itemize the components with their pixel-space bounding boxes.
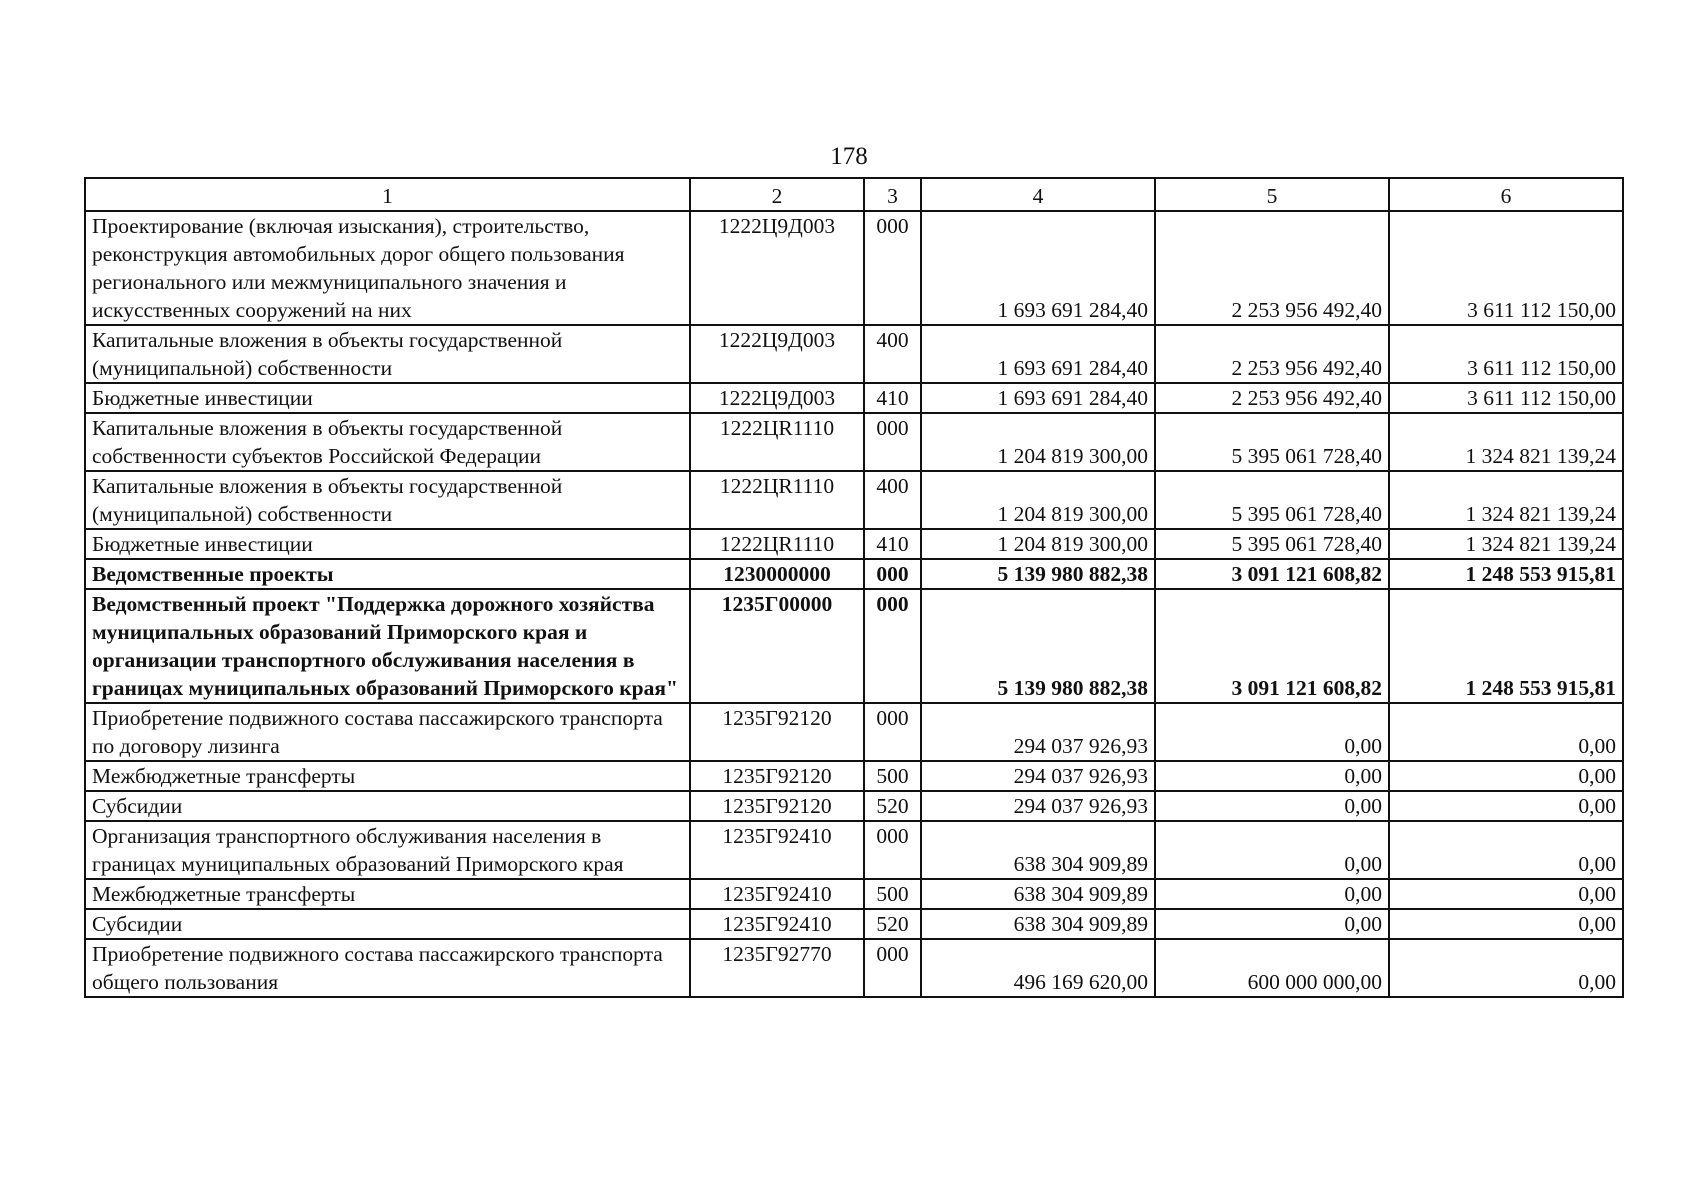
row-value-col4: 1 204 819 300,00 (921, 413, 1155, 471)
table-row (85, 383, 1623, 413)
table-row (85, 879, 1623, 909)
row-kvr-cell: 410 (864, 529, 921, 559)
row-value-col6: 1 324 821 139,24 (1389, 413, 1623, 471)
row-value-col5: 0,00 (1155, 703, 1389, 761)
header-cell: 5 (1155, 178, 1389, 211)
row-kvr-cell: 520 (864, 909, 921, 939)
row-kvr-cell: 000 (864, 589, 921, 703)
row-code-cell: 1222ЦR1110 (690, 529, 864, 559)
header-cell: 2 (690, 178, 864, 211)
row-value-col5: 0,00 (1155, 761, 1389, 791)
row-value-col6: 0,00 (1389, 761, 1623, 791)
row-value-col4: 638 304 909,89 (921, 879, 1155, 909)
row-name-cell: Субсидии (85, 909, 690, 939)
row-name-cell: Организация транспортного обслуживания населения в границах муниципальных образований Приморского края (85, 821, 690, 879)
row-value-col4: 496 169 620,00 (921, 939, 1155, 997)
row-kvr-cell: 500 (864, 879, 921, 909)
row-value-col5: 5 395 061 728,40 (1155, 471, 1389, 529)
row-code-cell: 1222Ц9Д003 (690, 325, 864, 383)
row-code-cell: 1235Г92770 (690, 939, 864, 997)
header-cell: 4 (921, 178, 1155, 211)
row-value-col4: 294 037 926,93 (921, 761, 1155, 791)
row-code-cell: 1235Г00000 (690, 589, 864, 703)
header-cell: 6 (1389, 178, 1623, 211)
row-name-cell: Капитальные вложения в объекты государственной (муниципальной) собственности (85, 471, 690, 529)
row-name-cell: Приобретение подвижного состава пассажирского транспорта общего пользования (85, 939, 690, 997)
table-row (85, 761, 1623, 791)
row-kvr-cell: 000 (864, 821, 921, 879)
row-code-cell: 1235Г92120 (690, 703, 864, 761)
row-value-col6: 3 611 112 150,00 (1389, 325, 1623, 383)
row-value-col6: 3 611 112 150,00 (1389, 211, 1623, 325)
budget-table (84, 177, 1624, 998)
row-value-col5: 5 395 061 728,40 (1155, 529, 1389, 559)
header-cell: 1 (85, 178, 690, 211)
row-code-cell: 1235Г92410 (690, 909, 864, 939)
row-code-cell: 1235Г92120 (690, 791, 864, 821)
table-row (85, 791, 1623, 821)
row-kvr-cell: 500 (864, 761, 921, 791)
row-kvr-cell: 400 (864, 471, 921, 529)
row-value-col6: 0,00 (1389, 791, 1623, 821)
header-cell: 3 (864, 178, 921, 211)
table-row (85, 559, 1623, 589)
table-row (85, 909, 1623, 939)
row-name-cell: Бюджетные инвестиции (85, 383, 690, 413)
row-name-cell: Межбюджетные трансферты (85, 879, 690, 909)
row-value-col6: 1 248 553 915,81 (1389, 559, 1623, 589)
row-value-col5: 3 091 121 608,82 (1155, 589, 1389, 703)
row-value-col4: 294 037 926,93 (921, 791, 1155, 821)
row-value-col6: 1 248 553 915,81 (1389, 589, 1623, 703)
row-value-col6: 1 324 821 139,24 (1389, 471, 1623, 529)
row-value-col5: 3 091 121 608,82 (1155, 559, 1389, 589)
row-value-col5: 2 253 956 492,40 (1155, 325, 1389, 383)
row-code-cell: 1235Г92120 (690, 761, 864, 791)
row-kvr-cell: 000 (864, 939, 921, 997)
row-value-col6: 0,00 (1389, 879, 1623, 909)
row-kvr-cell: 000 (864, 413, 921, 471)
row-value-col6: 3 611 112 150,00 (1389, 383, 1623, 413)
row-name-cell: Приобретение подвижного состава пассажирского транспорта по договору лизинга (85, 703, 690, 761)
row-name-cell: Капитальные вложения в объекты государственной собственности субъектов Российской Федерации (85, 413, 690, 471)
row-value-col4: 1 204 819 300,00 (921, 471, 1155, 529)
table-row (85, 529, 1623, 559)
row-kvr-cell: 000 (864, 559, 921, 589)
row-kvr-cell: 400 (864, 325, 921, 383)
page-number: 178 (830, 143, 868, 170)
row-value-col4: 294 037 926,93 (921, 703, 1155, 761)
row-name-cell: Бюджетные инвестиции (85, 529, 690, 559)
row-value-col5: 0,00 (1155, 821, 1389, 879)
table-row (85, 821, 1623, 879)
row-value-col5: 0,00 (1155, 879, 1389, 909)
table-row (85, 703, 1623, 761)
row-value-col6: 0,00 (1389, 939, 1623, 997)
row-value-col5: 0,00 (1155, 909, 1389, 939)
row-value-col4: 1 693 691 284,40 (921, 325, 1155, 383)
table-row (85, 325, 1623, 383)
row-value-col4: 1 693 691 284,40 (921, 211, 1155, 325)
row-name-cell: Межбюджетные трансферты (85, 761, 690, 791)
header-row (85, 178, 1623, 211)
row-value-col4: 5 139 980 882,38 (921, 559, 1155, 589)
table-row (85, 471, 1623, 529)
row-name-cell: Проектирование (включая изыскания), строительство, реконструкция автомобильных дорог общего пользования регионального или межмуниципального значения и искусственных сооружений на них (85, 211, 690, 325)
row-value-col6: 0,00 (1389, 909, 1623, 939)
row-value-col4: 638 304 909,89 (921, 909, 1155, 939)
row-kvr-cell: 410 (864, 383, 921, 413)
row-code-cell: 1222Ц9Д003 (690, 383, 864, 413)
row-code-cell: 1222ЦR1110 (690, 413, 864, 471)
table-row (85, 413, 1623, 471)
row-value-col4: 638 304 909,89 (921, 821, 1155, 879)
table-row (85, 939, 1623, 997)
row-kvr-cell: 520 (864, 791, 921, 821)
row-value-col6: 1 324 821 139,24 (1389, 529, 1623, 559)
row-code-cell: 1230000000 (690, 559, 864, 589)
table-row (85, 589, 1623, 703)
row-kvr-cell: 000 (864, 211, 921, 325)
row-code-cell: 1235Г92410 (690, 879, 864, 909)
row-value-col5: 600 000 000,00 (1155, 939, 1389, 997)
row-name-cell: Капитальные вложения в объекты государственной (муниципальной) собственности (85, 325, 690, 383)
row-value-col5: 5 395 061 728,40 (1155, 413, 1389, 471)
row-value-col6: 0,00 (1389, 821, 1623, 879)
row-name-cell: Субсидии (85, 791, 690, 821)
table-row (85, 211, 1623, 325)
row-name-cell: Ведомственные проекты (85, 559, 690, 589)
row-value-col4: 1 204 819 300,00 (921, 529, 1155, 559)
row-code-cell: 1222ЦR1110 (690, 471, 864, 529)
row-value-col6: 0,00 (1389, 703, 1623, 761)
row-value-col5: 0,00 (1155, 791, 1389, 821)
row-code-cell: 1235Г92410 (690, 821, 864, 879)
row-value-col5: 2 253 956 492,40 (1155, 211, 1389, 325)
row-kvr-cell: 000 (864, 703, 921, 761)
row-code-cell: 1222Ц9Д003 (690, 211, 864, 325)
row-value-col4: 5 139 980 882,38 (921, 589, 1155, 703)
row-name-cell: Ведомственный проект "Поддержка дорожного хозяйства муниципальных образований Приморского края и организации транспортного обслуживания населения в границах муниципальных образований Приморского края" (85, 589, 690, 703)
row-value-col5: 2 253 956 492,40 (1155, 383, 1389, 413)
row-value-col4: 1 693 691 284,40 (921, 383, 1155, 413)
